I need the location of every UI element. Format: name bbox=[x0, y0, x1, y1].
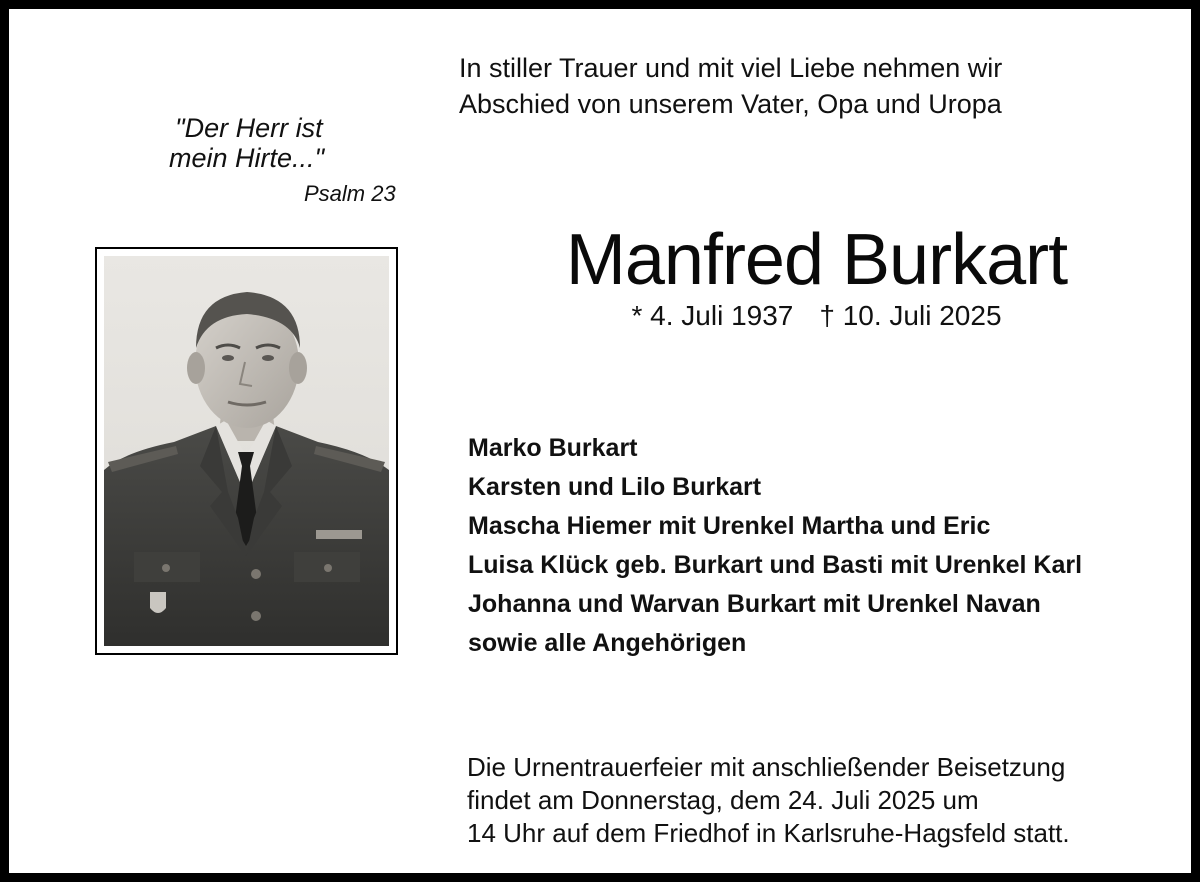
intro-text bbox=[459, 50, 1159, 122]
birth-date: * 4. Juli 1937 bbox=[631, 300, 794, 331]
service-line-1: Die Urnentrauerfeier mit anschließender Beisetzung bbox=[467, 752, 1066, 782]
intro-line-2: Abschied von unserem Vater, Opa und Uropa bbox=[459, 89, 1002, 119]
mourner-line: Johanna und Warvan Burkart mit Urenkel Navan bbox=[468, 590, 1041, 618]
portrait-photo bbox=[104, 256, 389, 646]
mourners-list bbox=[468, 429, 1188, 663]
mourner-line: sowie alle Angehörigen bbox=[468, 629, 747, 657]
portrait-frame bbox=[95, 247, 398, 655]
mourner-line: Mascha Hiemer mit Urenkel Martha und Eric bbox=[468, 512, 991, 540]
service-line-3: 14 Uhr auf dem Friedhof in Karlsruhe-Hagsfeld statt. bbox=[467, 818, 1070, 848]
quote-line-2: mein Hirte..." bbox=[169, 143, 325, 173]
life-dates bbox=[449, 296, 1184, 336]
mourner-line: Marko Burkart bbox=[468, 434, 638, 462]
mourner-line: Luisa Klück geb. Burkart und Basti mit Urenkel Karl bbox=[468, 551, 1083, 579]
intro-line-1: In stiller Trauer und mit viel Liebe nehmen wir bbox=[459, 53, 1003, 83]
quote-line-1: "Der Herr ist bbox=[175, 113, 323, 143]
quote-source: Psalm 23 bbox=[304, 181, 396, 206]
service-details bbox=[467, 751, 1187, 850]
mourner-line: Karsten und Lilo Burkart bbox=[468, 473, 762, 501]
service-line-2: findet am Donnerstag, dem 24. Juli 2025 um bbox=[467, 785, 979, 815]
deceased-name: Manfred Burkart bbox=[565, 220, 1068, 300]
death-date: † 10. Juli 2025 bbox=[819, 300, 1002, 331]
